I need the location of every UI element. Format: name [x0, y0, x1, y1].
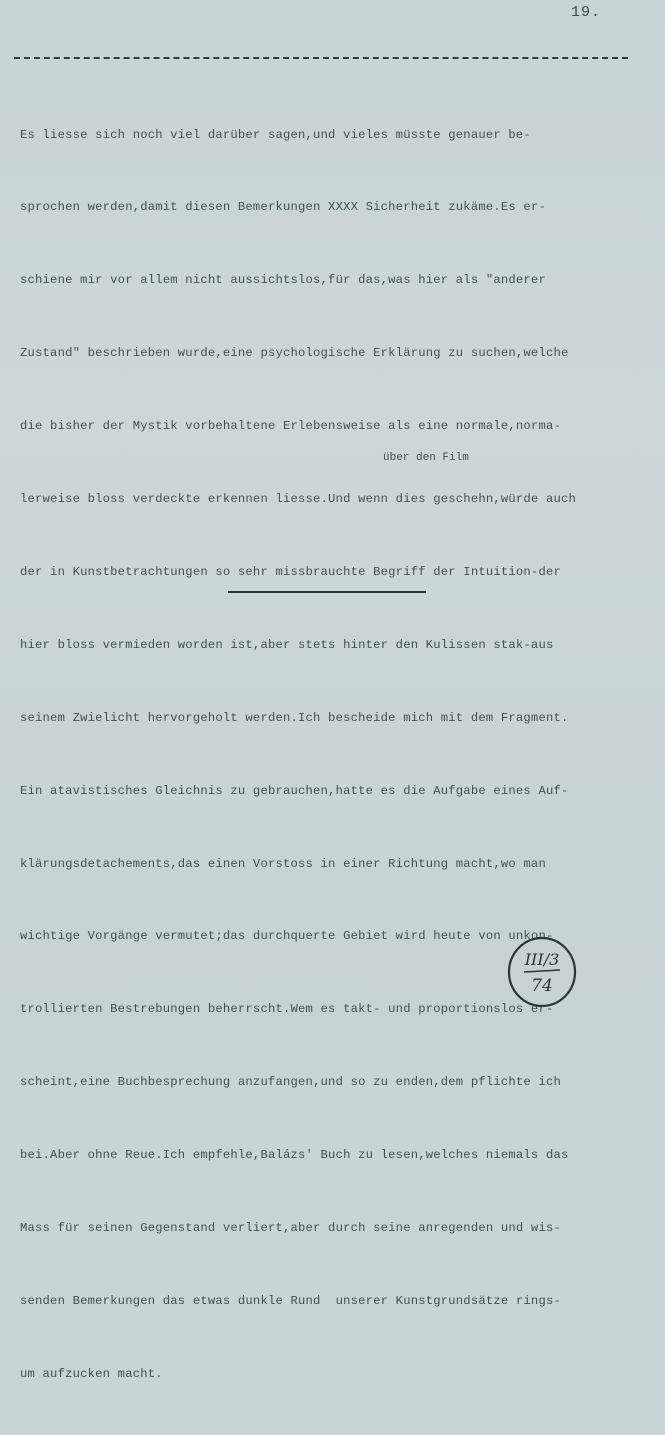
text-line: scheint,eine Buchbesprechung anzufangen,und so zu enden,dem pflichte ich: [20, 1075, 561, 1090]
dashed-separator: [14, 57, 628, 59]
page-number: 19.: [571, 4, 602, 21]
text-line: um aufzucken macht.: [20, 1366, 163, 1381]
text-line: Es liesse sich noch viel darüber sagen,und vieles müsste genauer be-: [20, 127, 531, 142]
archive-stamp: [506, 936, 578, 1008]
text-line: wichtige Vorgänge vermutet;das durchquerte Gebiet wird heute von unkon-: [20, 929, 554, 944]
text-line: hier bloss vermieden worden ist,aber stets hinter den Kulissen stak-aus: [20, 637, 554, 652]
stamp-number: 74: [531, 976, 553, 996]
text-line: Mass für seinen Gegenstand verliert,aber durch seine anregenden und wis-: [20, 1220, 561, 1235]
text-line: bei.Aber ohne Reue.Ich empfehle,Balázs' Buch zu lesen,welches niemals das: [20, 1148, 569, 1163]
text-line: trollierten Bestrebungen beherrscht.Wem es takt- und proportionslos er-: [20, 1002, 554, 1017]
text-line: schiene mir vor allem nicht aussichtslos,für das,was hier als "anderer: [20, 273, 546, 288]
stamp-signature: III/3: [524, 950, 560, 969]
text-line: die bisher der Mystik vorbehaltene Erlebensweise als eine normale,norma-: [20, 419, 561, 434]
text-line: senden Bemerkungen das etwas dunkle Rund unserer Kunstgrundsätze rings-: [20, 1293, 561, 1308]
interlinear-insertion: über den Film: [383, 452, 469, 464]
text-line: lerweise bloss verdeckte erkennen liesse.Und wenn dies geschehn,würde auch: [20, 492, 577, 507]
end-rule: [228, 591, 426, 593]
text-line: sprochen werden,damit diesen Bemerkungen XXXX Sicherheit zukäme.Es er-: [20, 200, 546, 215]
text-line: der in Kunstbetrachtungen so sehr missbrauchte Begriff der Intuition-der: [20, 564, 561, 579]
text-line: seinem Zwielicht hervorgeholt werden.Ich bescheide mich mit dem Fragment.: [20, 710, 569, 725]
text-line: klärungsdetachements,das einen Vorstoss in einer Richtung macht,wo man: [20, 856, 546, 871]
typed-body-text: [20, 74, 648, 1435]
text-line: Ein atavistisches Gleichnis zu gebrauchen,hatte es die Aufgabe eines Auf-: [20, 783, 569, 798]
text-line: Zustand" beschrieben wurde,eine psychologische Erklärung zu suchen,welche: [20, 346, 569, 361]
stamp-circle-icon: [506, 936, 578, 1008]
